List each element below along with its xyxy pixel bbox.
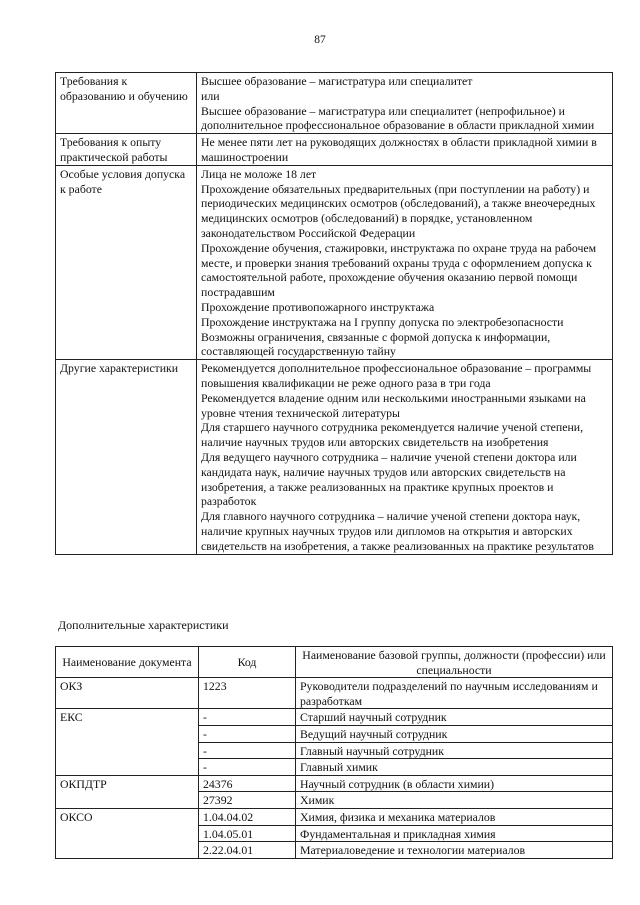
row-content xyxy=(197,134,613,166)
cell-document: ОКСО xyxy=(56,808,199,858)
table-row xyxy=(56,134,613,166)
content-line: Лица не моложе 18 лет xyxy=(201,166,317,181)
row-label: Требования к опыту практической работы xyxy=(56,134,197,166)
content-line: Прохождение обязательных предварительных (при поступлении на работу) и периодических медицинских осмотров (обследований), а также внеочередных медицинских осмотров (обследований) в порядке, установленном законодательством Российской Федерации xyxy=(201,181,596,240)
cell-name: Главный научный сотрудник xyxy=(296,742,613,759)
table-row xyxy=(56,360,613,554)
cell-name: Руководители подразделений по научным исследованиям и разработкам xyxy=(296,678,613,709)
content-line: Прохождение инструктажа на I группу допуска по электробезопасности xyxy=(201,314,564,329)
table-row xyxy=(56,808,613,825)
cell-code: 2.22.04.01 xyxy=(199,842,296,859)
cell-code: - xyxy=(199,759,296,776)
extra-characteristics-table xyxy=(55,646,613,859)
row-label: Другие характеристики xyxy=(56,360,197,554)
cell-code: 27392 xyxy=(199,792,296,809)
cell-code: 24376 xyxy=(199,775,296,792)
cell-code: 1.04.04.02 xyxy=(199,808,296,825)
requirements-table xyxy=(55,72,613,555)
content-line: Не менее пяти лет на руководящих должностях в области прикладной химии в машиностроении xyxy=(201,135,597,164)
content-line: или xyxy=(201,88,220,103)
cell-code: 1.04.05.01 xyxy=(199,825,296,842)
cell-name: Химик xyxy=(296,792,613,809)
header-code: Код xyxy=(199,647,296,678)
content-line: Высшее образование – магистратура или специалитет (непрофильное) и дополнительное профессиональное образование в области прикладной химии xyxy=(201,103,595,133)
cell-name: Фундаментальная и прикладная химия xyxy=(296,825,613,842)
page-number: 87 xyxy=(314,34,326,46)
cell-name: Научный сотрудник (в области химии) xyxy=(296,775,613,792)
table-row xyxy=(56,165,613,359)
content-line: Для старшего научного сотрудника рекомендуется наличие ученой степени, наличие научных трудов или авторских свидетельств на изобретения xyxy=(201,420,584,450)
cell-name: Материаловедение и технологии материалов xyxy=(296,842,613,859)
content-line: Рекомендуется дополнительное профессиональное образование – программы повышения квалификации не реже одного раза в три года xyxy=(201,361,592,390)
cell-name: Химия, физика и механика материалов xyxy=(296,808,613,825)
content-line: Рекомендуется владение одним или несколькими иностранными языками на уровне чтения технической литературы xyxy=(201,390,586,420)
cell-document: ЕКС xyxy=(56,709,199,775)
header-name: Наименование базовой группы, должности (профессии) или специальности xyxy=(296,647,613,678)
row-content xyxy=(197,73,613,134)
cell-code: - xyxy=(199,709,296,726)
row-content xyxy=(197,360,613,554)
cell-name: Ведущий научный сотрудник xyxy=(296,725,613,742)
content-line: Прохождение противопожарного инструктажа xyxy=(201,299,435,314)
cell-code: 1223 xyxy=(199,678,296,709)
row-label: Особые условия допуска к работе xyxy=(56,165,197,359)
content-line: Для ведущего научного сотрудника – наличие ученой степени доктора или кандидата наук, наличие научных трудов или авторских свидетельств на изобретения, а также реализованных на практике крупных проектов и разработок xyxy=(201,449,577,509)
cell-name: Главный химик xyxy=(296,759,613,776)
table-row xyxy=(56,709,613,726)
cell-code: - xyxy=(199,742,296,759)
cell-document: ОКПДТР xyxy=(56,775,199,808)
cell-name: Старший научный сотрудник xyxy=(296,709,613,726)
table-row xyxy=(56,775,613,792)
row-label: Требования к образованию и обучению xyxy=(56,73,197,134)
content-line: Для главного научного сотрудника – наличие ученой степени доктора наук, наличие крупных научных трудов или дипломов на открытия и авторских свидетельств на изобретения, а также реализованных на практике результатов xyxy=(201,509,594,553)
section-heading: Дополнительные характеристики xyxy=(58,618,229,632)
table-header-row xyxy=(56,647,613,678)
content-line: Возможны ограничения, связанные с формой допуска к информации, составляющей государственную тайну xyxy=(201,329,551,359)
content-line: Прохождение обучения, стажировки, инструктажа по охране труда на рабочем месте, и проверки знания требований охраны труда с оформлением допуска к самостоятельной работе, прохождение обучения оказанию первой помощи пострадавшим xyxy=(201,240,597,300)
table-row xyxy=(56,73,613,134)
table-row xyxy=(56,678,613,709)
header-document: Наименование документа xyxy=(56,647,199,678)
cell-document: ОКЗ xyxy=(56,678,199,709)
cell-code: - xyxy=(199,725,296,742)
content-line: Высшее образование – магистратура или специалитет xyxy=(201,74,473,88)
row-content xyxy=(197,165,613,359)
